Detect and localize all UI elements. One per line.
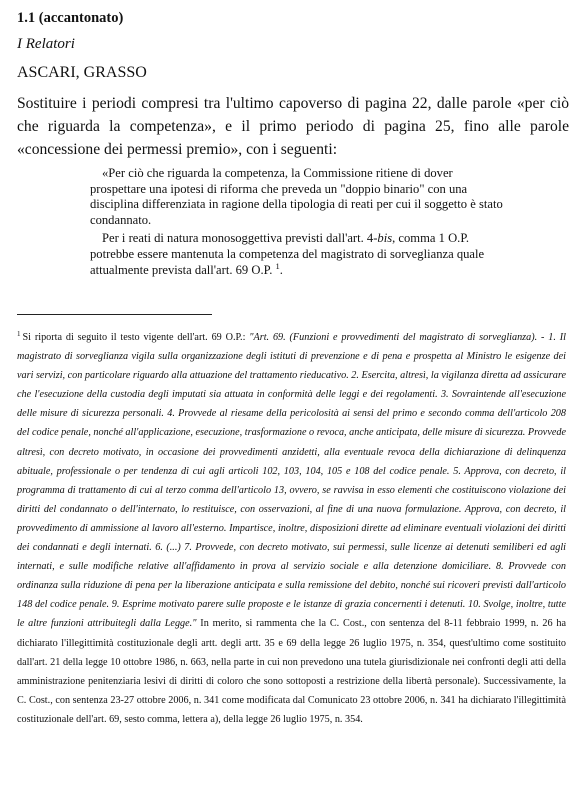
footnote-commentary: In merito, si rammenta che la C. Cost., con sentenza del 8-11 febbraio 1999, n. 26 ha dichiarato l'illegittimità costituzionale degli artt. degli artt. 35 e 69 della legge 26 luglio 1975, n. 354, quest'ultimo come sostituito dall'art. 21 della legge 10 ottobre 1986, n. 663, nella parte in cui non prevedono una tutela giurisdizionale nei confronti degli atti della amministrazione penitenziaria lesivi di diritti di coloro che sono sottoposti a restrizione della libertà personale). Successivamente, la C. Cost., con sentenza 23-27 ottobre 2006, n. 341 come modificata dal Comunicato 23 ottobre 2006, n. 341 ha dichiarato l'illegittimità costituzionale dell'art. 69, sesto comma, lettera a), della legge 26 luglio 1975, n. 354. xyxy=(17,618,566,725)
bis-italic: bis xyxy=(377,231,393,246)
amendment-instruction: Sostituire i periodi compresi tra l'ultimo capoverso di pagina 22, dalle parole «per ciò che riguarda la competenza», e il primo periodo di pagina 25, fino alle parole «concessione dei permessi premio», con i seguenti: xyxy=(17,95,569,158)
amendment-heading: 1.1 (accantonato) xyxy=(17,10,124,26)
authors-names: ASCARI, GRASSO xyxy=(17,64,147,81)
replacement-paragraph-2-start: Per i reati di natura monosoggettiva previsti dall'art. 4- xyxy=(102,231,378,246)
replacement-paragraph-2-rest: , comma 1 O.P. potrebbe essere mantenuta la competenza del magistrato di sorveglianza quale attualmente prevista dall'art. 69 O.P. xyxy=(90,231,485,277)
replacement-text-block xyxy=(90,166,510,278)
footnote-intro: Si riporta di seguito il testo vigente dell'art. 69 O.P.: xyxy=(22,332,250,343)
footnote-reference[interactable]: 1 xyxy=(275,260,280,271)
footnote-separator xyxy=(17,314,212,315)
footnote-paragraph xyxy=(17,328,566,729)
replacement-paragraph-2 xyxy=(90,231,510,278)
footnote xyxy=(17,328,566,729)
relatori-label: I Relatori xyxy=(17,36,75,52)
replacement-paragraph-2-end: . xyxy=(279,262,283,277)
footnote-quoted-article: "Art. 69. (Funzioni e provvedimenti del magistrato di sorveglianza). - 1. Il magistrato di sorveglianza vigila sulla organizzazione degli istituti di prevenzione e di pena e prospetta al Ministro le esigenze dei vari servizi, con particolare riguardo alla attuazione del trattamento rieducativo. 2. Esercita, altresì, la vigilanza diretta ad assicurare che l'esecuzione della custodia degli imputati sia attuata in conformità delle leggi e dei regolamenti. 3. Sovraintende all'esecuzione delle misure di sicurezza personali. 4. Provvede al riesame della pericolosità ai sensi del primo e secondo comma dell'articolo 208 del codice penale, nonché all'applicazione, esecuzione, trasformazione o revoca, anche anticipata, delle misure di sicurezza. Provvede altresì, con decreto motivato, in occasione dei provvedimenti anzidetti, alla eventuale revoca della dichiarazione di delinquenza abituale, professionale o per tendenza di cui agli articoli 102, 103, 104, 105 e 108 del codice penale. 5. Approva, con decreto, il programma di trattamento di cui al terzo comma dell'articolo 13, ovvero, se ravvisa in esso elementi che costituiscono violazione dei diritti del condannato o dell'internato, lo restituisce, con osservazioni, al fine di una nuova formulazione. Approva, con decreto, il provvedimento di ammissione al lavoro all'esterno. Impartisce, inoltre, disposizioni dirette ad eliminare eventuali violazioni dei diritti dei condannati e degli internati. 6. (...) 7. Provvede, con decreto motivato, sui permessi, sulle licenze ai detenuti semiliberi ed agli internati, e sulle modifiche relative all'affidamento in prova al servizio sociale e alla detenzione domiciliare. 8. Provvede con ordinanza sulla riduzione di pena per la liberazione anticipata e sulla remissione del debito, nonché sui ricoveri previsti dall'articolo 148 del codice penale. 9. Esprime motivato parere sulle proposte e le istanze di grazia concernenti i detenuti. 10. Svolge, inoltre, tutte le altre funzioni attribuitegli dalla Legge." xyxy=(17,332,566,630)
replacement-paragraph-1: «Per ciò che riguarda la competenza, la Commissione ritiene di dover prospettare una ipotesi di riforma che preveda un "doppio binario" con una disciplina differenziata in ragione della tipologia di reati per cui il soggetto è stato condannato. xyxy=(90,166,503,227)
footnote-mark: 1 xyxy=(17,329,21,338)
